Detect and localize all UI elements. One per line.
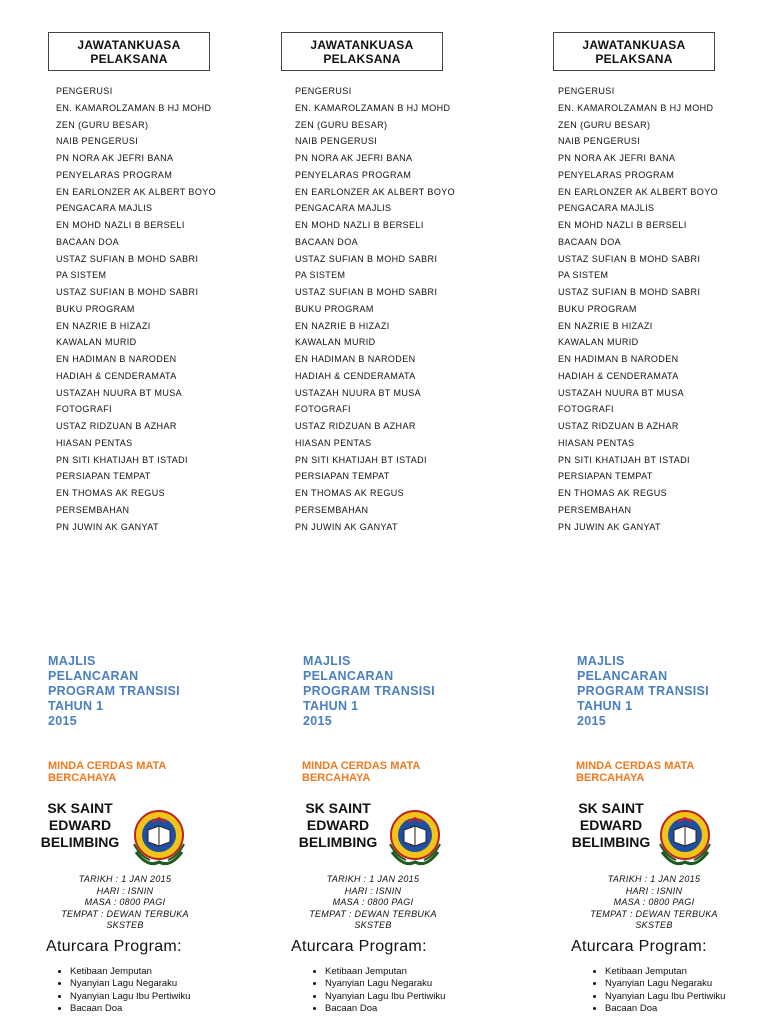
school-crest-icon — [384, 808, 446, 870]
committee-heading-line: PELAKSANA — [90, 52, 168, 66]
roster-line: PERSIAPAN TEMPAT — [295, 471, 390, 482]
tagline: MINDA CERDAS MATA BERCAHAYA — [576, 760, 694, 784]
roster-line: PN NORA AK JEFRI BANA — [56, 153, 174, 163]
event-detail-line: HARI : ISNIN — [96, 885, 154, 896]
roster-line: BACAAN DOA — [558, 236, 622, 247]
roster-line: USTAZ SUFIAN B MOHD SABRI — [558, 253, 701, 264]
roster-line: PN SITI KHATIJAH BT ISTADI — [56, 454, 188, 465]
agenda-item: • Ketibaan Jemputan — [70, 966, 210, 978]
roster-line: EN THOMAS AK REGUS — [558, 488, 668, 498]
program-title-line: MAJLIS — [303, 654, 351, 668]
roster-line: PN JUWIN AK GANYAT — [295, 521, 398, 532]
event-detail-line: HARI : ISNIN — [344, 885, 402, 896]
roster-line: KAWALAN MURID — [295, 337, 376, 348]
school-name — [298, 800, 378, 851]
roster-line: USTAZ SUFIAN B MOHD SABRI — [558, 287, 701, 297]
agenda-list — [56, 966, 210, 1016]
roster-line: PERSIAPAN TEMPAT — [56, 471, 151, 482]
roster-line: PN NORA AK JEFRI BANA — [558, 153, 676, 163]
program-title-line: MAJLIS — [577, 654, 625, 668]
roster-line: NAIB PENGERUSI — [558, 136, 641, 147]
committee-roster — [56, 83, 216, 535]
event-detail-line: TARIKH : 1 JAN 2015 — [78, 874, 172, 884]
roster-line: PENGERUSI — [295, 86, 352, 96]
roster-line: EN HADIMAN B NARODEN — [56, 354, 177, 364]
program-title-line: 2015 — [48, 714, 78, 728]
leaflet-panel-3 — [512, 0, 768, 1024]
roster-line: PENYELARAS PROGRAM — [295, 169, 412, 180]
roster-line: PENGACARA MAJLIS — [295, 203, 392, 214]
committee-heading-line: PELAKSANA — [595, 52, 673, 66]
roster-line: KAWALAN MURID — [558, 337, 639, 348]
school-name-line: EDWARD — [48, 817, 112, 833]
event-detail-line: SKSTEB — [106, 920, 144, 930]
program-title-line: PROGRAM TRANSISI — [303, 684, 435, 698]
event-detail-line: TARIKH : 1 JAN 2015 — [326, 874, 420, 884]
program-title-line: 2015 — [303, 714, 333, 728]
committee-heading-line: JAWATANKUASA — [310, 38, 414, 52]
program-title-line: PROGRAM TRANSISI — [577, 684, 709, 698]
program-title — [303, 654, 435, 729]
roster-line: PN SITI KHATIJAH BT ISTADI — [295, 454, 427, 465]
roster-line: EN MOHD NAZLI B BERSELI — [56, 220, 185, 230]
agenda-title: Aturcara Program: — [291, 938, 427, 955]
agenda-item: • Nyanyian Lagu Ibu Pertiwiku — [325, 991, 465, 1003]
roster-line: EN EARLONZER AK ALBERT BOYO — [56, 186, 217, 197]
roster-line: HADIAH & CENDERAMATA — [558, 370, 679, 381]
agenda-item: • Nyanyian Lagu Negaraku — [605, 978, 745, 990]
roster-line: BACAAN DOA — [56, 236, 120, 247]
roster-line: EN MOHD NAZLI B BERSELI — [558, 220, 687, 230]
committee-heading — [48, 32, 210, 71]
roster-line: PENYELARAS PROGRAM — [56, 169, 173, 180]
committee-roster — [558, 83, 718, 535]
roster-line: USTAZ RIDZUAN B AZHAR — [558, 421, 679, 431]
program-title-line: PROGRAM TRANSISI — [48, 684, 180, 698]
roster-line: NAIB PENGERUSI — [295, 136, 378, 147]
roster-line: HADIAH & CENDERAMATA — [295, 370, 416, 381]
roster-line: USTAZ SUFIAN B MOHD SABRI — [56, 253, 199, 264]
roster-line: FOTOGRAFI — [295, 404, 351, 415]
roster-line: EN NAZRIE B HIZAZI — [295, 320, 390, 331]
roster-line: EN NAZRIE B HIZAZI — [56, 320, 151, 331]
roster-line: EN NAZRIE B HIZAZI — [558, 320, 653, 331]
school-name — [40, 800, 120, 851]
roster-line: PERSEMBAHAN — [295, 504, 369, 515]
program-title-line: PELANCARAN — [577, 669, 668, 683]
agenda-list — [591, 966, 745, 1016]
roster-line: BUKU PROGRAM — [56, 303, 135, 314]
agenda-item: • Nyanyian Lagu Ibu Pertiwiku — [70, 991, 210, 1003]
roster-line: KAWALAN MURID — [56, 337, 137, 348]
agenda-title: Aturcara Program: — [46, 938, 182, 955]
roster-line: USTAZAH NUURA BT MUSA — [558, 387, 685, 398]
event-detail-line: TARIKH : 1 JAN 2015 — [607, 874, 701, 884]
school-name-line: EDWARD — [579, 817, 643, 833]
roster-line: EN. KAMAROLZAMAN B HJ MOHD — [56, 102, 212, 113]
agenda-item: • Bacaan Doa — [70, 1003, 210, 1015]
roster-line: USTAZ SUFIAN B MOHD SABRI — [295, 253, 438, 264]
event-details — [569, 874, 739, 932]
roster-line: EN THOMAS AK REGUS — [56, 488, 166, 498]
program-title-line: MAJLIS — [48, 654, 96, 668]
event-detail-line: SKSTEB — [354, 920, 392, 930]
roster-line: EN MOHD NAZLI B BERSELI — [295, 220, 424, 230]
tagline: MINDA CERDAS MATA BERCAHAYA — [302, 760, 420, 784]
roster-line: PENYELARAS PROGRAM — [558, 169, 675, 180]
roster-line: PN SITI KHATIJAH BT ISTADI — [558, 454, 690, 465]
roster-line: PERSEMBAHAN — [558, 504, 632, 515]
roster-line: PENGACARA MAJLIS — [56, 203, 153, 214]
agenda-list — [311, 966, 465, 1016]
program-title-line: PELANCARAN — [48, 669, 139, 683]
committee-heading-line: PELAKSANA — [323, 52, 401, 66]
committee-heading-line: JAWATANKUASA — [582, 38, 686, 52]
roster-line: EN. KAMAROLZAMAN B HJ MOHD — [295, 102, 451, 113]
agenda-item: • Ketibaan Jemputan — [605, 966, 745, 978]
school-name-line: SK SAINT — [305, 800, 371, 816]
roster-line: PENGERUSI — [558, 86, 615, 96]
roster-line: HIASAN PENTAS — [295, 437, 372, 448]
school-name-line: BELIMBING — [571, 834, 651, 850]
roster-line: PERSEMBAHAN — [56, 504, 130, 515]
roster-line: USTAZAH NUURA BT MUSA — [56, 387, 183, 398]
roster-line: BUKU PROGRAM — [295, 303, 374, 314]
roster-line: EN THOMAS AK REGUS — [295, 488, 405, 498]
event-detail-line: HARI : ISNIN — [625, 885, 683, 896]
event-details — [40, 874, 210, 932]
roster-line: ZEN (GURU BESAR) — [558, 119, 651, 130]
event-detail-line: SKSTEB — [635, 920, 673, 930]
agenda-item: • Nyanyian Lagu Negaraku — [325, 978, 465, 990]
agenda-item: • Ketibaan Jemputan — [325, 966, 465, 978]
leaflet-panel-1 — [0, 0, 256, 1024]
roster-line: EN. KAMAROLZAMAN B HJ MOHD — [558, 102, 714, 113]
roster-line: USTAZ RIDZUAN B AZHAR — [295, 421, 416, 431]
program-title-line: PELANCARAN — [303, 669, 394, 683]
roster-line: BUKU PROGRAM — [558, 303, 637, 314]
roster-line: USTAZ SUFIAN B MOHD SABRI — [295, 287, 438, 297]
roster-line: FOTOGRAFI — [56, 404, 112, 415]
roster-line: PENGERUSI — [56, 86, 113, 96]
roster-line: EN EARLONZER AK ALBERT BOYO — [295, 186, 456, 197]
program-title-line: TAHUN 1 — [577, 699, 633, 713]
program-title-line: TAHUN 1 — [303, 699, 359, 713]
roster-line: EN EARLONZER AK ALBERT BOYO — [558, 186, 719, 197]
roster-line: NAIB PENGERUSI — [56, 136, 139, 147]
program-title — [577, 654, 709, 729]
committee-heading — [553, 32, 715, 71]
roster-line: USTAZAH NUURA BT MUSA — [295, 387, 422, 398]
tagline: MINDA CERDAS MATA BERCAHAYA — [48, 760, 166, 784]
roster-line: EN HADIMAN B NARODEN — [295, 354, 416, 364]
roster-line: USTAZ SUFIAN B MOHD SABRI — [56, 287, 199, 297]
agenda-item: • Bacaan Doa — [325, 1003, 465, 1015]
event-detail-line: TEMPAT : DEWAN TERBUKA — [61, 908, 189, 919]
event-detail-line: MASA : 0800 PAGI — [613, 897, 695, 907]
program-title-line: 2015 — [577, 714, 607, 728]
roster-line: PN NORA AK JEFRI BANA — [295, 153, 413, 163]
program-title — [48, 654, 180, 729]
school-name-line: BELIMBING — [298, 834, 378, 850]
roster-line: ZEN (GURU BESAR) — [56, 119, 149, 130]
roster-line: PN JUWIN AK GANYAT — [558, 521, 661, 532]
event-detail-line: TEMPAT : DEWAN TERBUKA — [590, 908, 718, 919]
school-name-line: SK SAINT — [578, 800, 644, 816]
roster-line: PA SISTEM — [56, 270, 107, 281]
school-name-line: BELIMBING — [40, 834, 120, 850]
event-detail-line: MASA : 0800 PAGI — [84, 897, 166, 907]
leaflet-panel-2 — [256, 0, 512, 1024]
roster-line: ZEN (GURU BESAR) — [295, 119, 388, 130]
roster-line: PENGACARA MAJLIS — [558, 203, 655, 214]
agenda-item: • Nyanyian Lagu Ibu Pertiwiku — [605, 991, 745, 1003]
roster-line: USTAZ RIDZUAN B AZHAR — [56, 421, 177, 431]
committee-heading — [281, 32, 443, 71]
agenda-item: • Bacaan Doa — [605, 1003, 745, 1015]
school-name — [571, 800, 651, 851]
roster-line: BACAAN DOA — [295, 236, 359, 247]
program-title-line: TAHUN 1 — [48, 699, 104, 713]
roster-line: PA SISTEM — [558, 270, 609, 281]
roster-line: HIASAN PENTAS — [558, 437, 635, 448]
school-name-line: EDWARD — [306, 817, 370, 833]
agenda-title: Aturcara Program: — [571, 938, 707, 955]
roster-line: HADIAH & CENDERAMATA — [56, 370, 177, 381]
event-detail-line: MASA : 0800 PAGI — [332, 897, 414, 907]
school-name-line: SK SAINT — [47, 800, 113, 816]
roster-line: PA SISTEM — [295, 270, 346, 281]
committee-heading-line: JAWATANKUASA — [77, 38, 181, 52]
school-crest-icon — [128, 808, 190, 870]
roster-line: FOTOGRAFI — [558, 404, 614, 415]
event-detail-line: TEMPAT : DEWAN TERBUKA — [309, 908, 437, 919]
agenda-item: • Nyanyian Lagu Negaraku — [70, 978, 210, 990]
roster-line: PN JUWIN AK GANYAT — [56, 521, 159, 532]
committee-roster — [295, 83, 455, 535]
roster-line: HIASAN PENTAS — [56, 437, 133, 448]
event-details — [288, 874, 458, 932]
roster-line: PERSIAPAN TEMPAT — [558, 471, 653, 482]
roster-line: EN HADIMAN B NARODEN — [558, 354, 679, 364]
school-crest-icon — [654, 808, 716, 870]
